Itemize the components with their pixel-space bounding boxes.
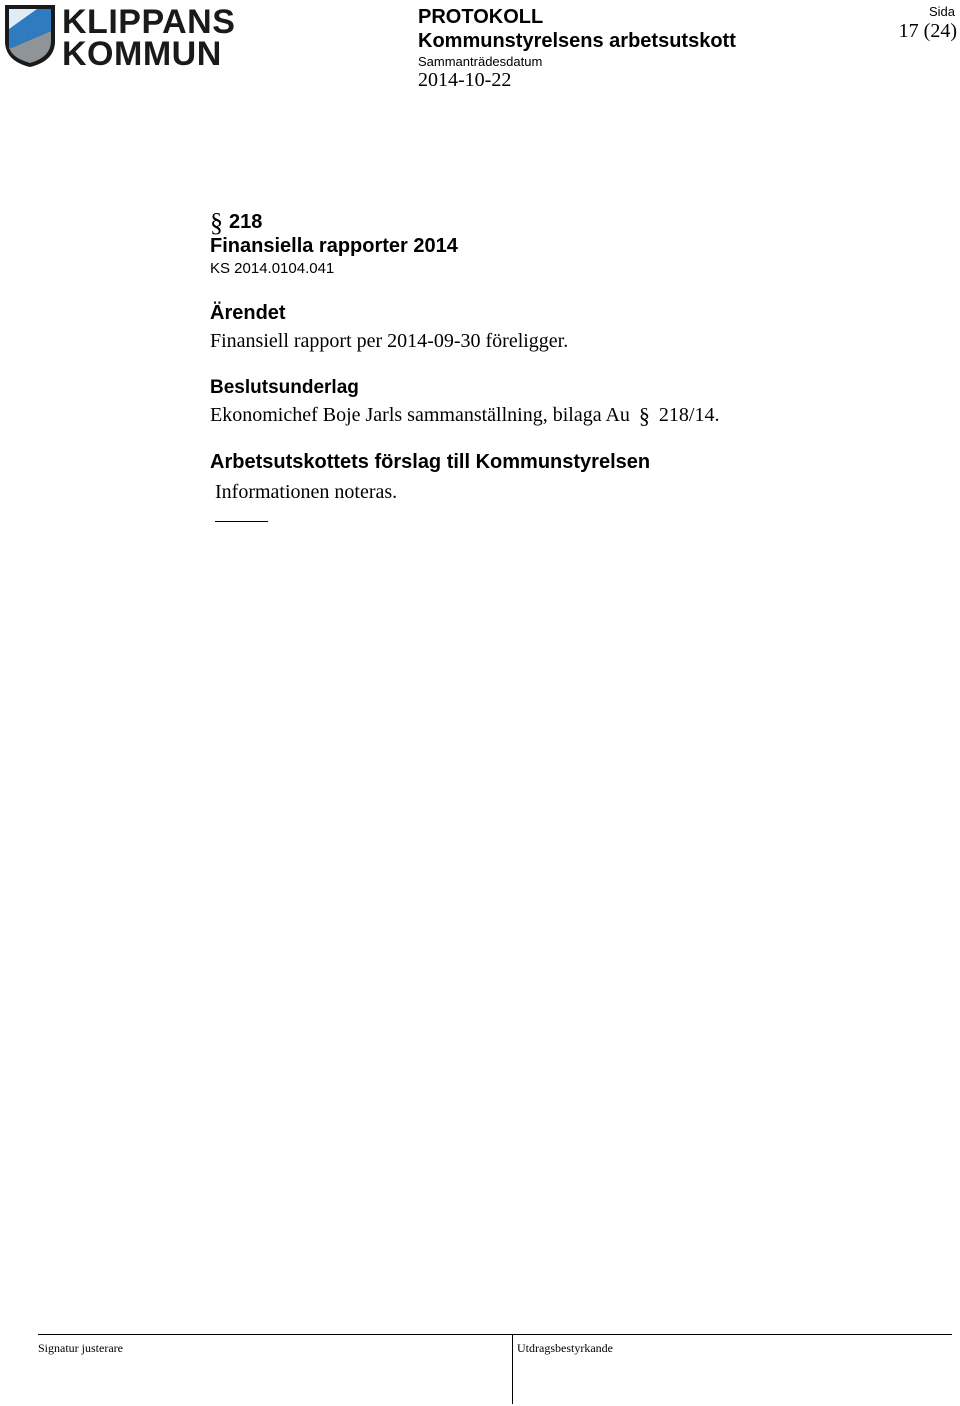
meeting-date: 2014-10-22	[418, 69, 512, 91]
shield-icon	[3, 3, 59, 69]
forslag-text: Informationen noteras.	[215, 481, 398, 503]
municipality-logo	[3, 3, 236, 73]
section-end-rule	[215, 521, 268, 522]
paragraph-icon: §	[210, 208, 223, 237]
meeting-date-label: Sammanträdesdatum	[418, 54, 543, 69]
paragraph-icon: §	[638, 403, 650, 428]
logo-text-line2: KOMMUN	[62, 35, 222, 73]
arendet-text: Finansiell rapport per 2014-09-30 föreligger.	[210, 330, 569, 352]
section-number-value: 218	[229, 211, 263, 233]
signature-field-label: Signatur justerare	[38, 1341, 123, 1355]
footer-divider	[512, 1334, 513, 1404]
beslutsunderlag-text-main: Ekonomichef Boje Jarls sammanställning, bilaga Au	[210, 404, 630, 426]
committee-name: Kommunstyrelsens arbetsutskott	[418, 30, 736, 52]
beslutsunderlag-ref: 218/14.	[658, 404, 720, 426]
certification-field-label: Utdragsbestyrkande	[517, 1341, 613, 1355]
logo-text-line1: KLIPPANS	[62, 3, 236, 41]
footer-rule	[38, 1334, 952, 1335]
section-number	[210, 208, 262, 238]
arendet-heading: Ärendet	[210, 302, 286, 324]
case-number: KS 2014.0104.041	[210, 260, 335, 277]
page-number: 17 (24)	[898, 20, 957, 42]
document-type: PROTOKOLL	[418, 6, 544, 28]
beslutsunderlag-heading: Beslutsunderlag	[210, 377, 359, 398]
beslutsunderlag-text	[210, 403, 719, 429]
forslag-heading: Arbetsutskottets förslag till Kommunstyrelsen	[210, 451, 651, 473]
item-title: Finansiella rapporter 2014	[210, 235, 458, 257]
page-label: Sida	[928, 4, 955, 19]
